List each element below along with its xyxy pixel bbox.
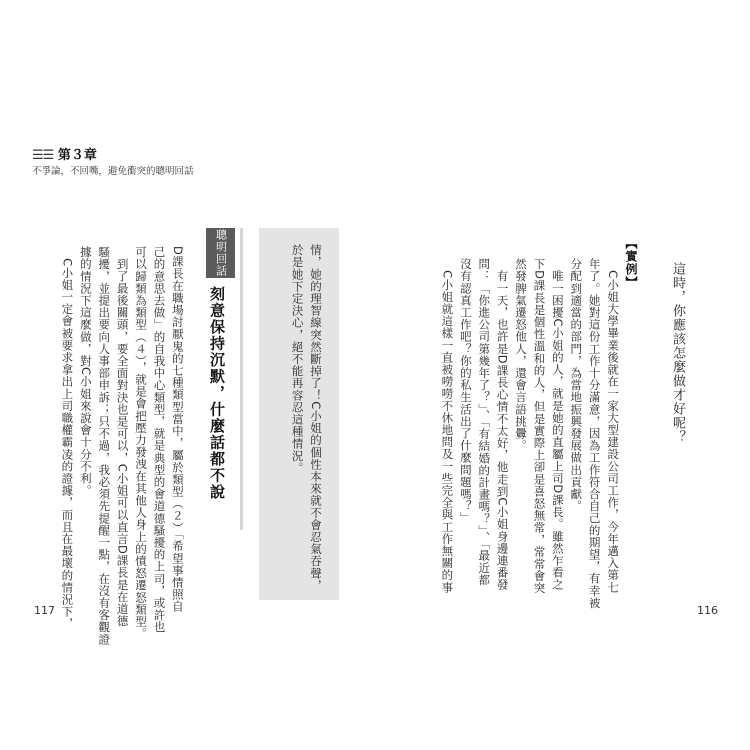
text-line: 於是她下定決心，絕不能再容忍這種情況。: [290, 244, 305, 474]
question-text: 這時，你應該怎麼做才好呢？: [670, 262, 685, 444]
text-line: C小姐就這樣一直被嘮嘮不休地問及一些完全與工作無關的事: [440, 258, 455, 594]
text-line: 據的情況下這麼做，對C小姐來說會十分不利。: [78, 246, 93, 497]
page-number-right: 116: [697, 604, 718, 617]
text-line: 年了。她對這份工作十分滿意，因為工作符合自己的期望，有幸被: [587, 258, 602, 609]
text-line: 下D課長是個性溫和的人，但是實際上卻是喜怒無常，常常會突: [532, 258, 547, 595]
heading-divider: [240, 228, 243, 530]
right-paragraph: [438, 258, 622, 609]
text-line: 問：「你進公司第幾年了？」、「有結婚的計畫嗎？」、「最近都: [477, 258, 492, 586]
text-line: C小姐一定會被要求拿出上司職權霸凌的證據，而且在最壞的情況下，: [60, 246, 75, 630]
text-line: 然發脾氣遷怒他人，還會言語挑釁。: [514, 258, 529, 452]
text-line: 可以歸類為類型（４），就是會把壓力發洩在其他人身上的憤怒遷怒類型。: [134, 246, 149, 640]
text-line: 沒有認真工作吧？你的私生活出了什麼問題嗎？」: [458, 258, 473, 525]
text-line: 騷擾，並提出要向人事部申訴；只不過，我必須先提醒一點，在沒有客觀證: [97, 246, 112, 646]
text-line: 唯一困擾C小姐的人，就是她的直屬上司D課長。雖然乍看之: [550, 258, 565, 591]
text-line: 分配到適當的部門，為當地振興發展做出貢獻。: [569, 258, 584, 513]
chapter-number: 第３章: [57, 148, 97, 163]
text-line: 到了最後關頭，要全面對決也是可以，C小姐可以直言D課長是在道德: [115, 246, 130, 628]
gray-box-text: [288, 244, 325, 591]
chapter-subtitle: 不爭論，不回嘴，避免衝突的聰明回話: [32, 166, 194, 177]
left-paragraph: [58, 246, 187, 646]
section-heading: 刻意保持沉默，什麼話都不說: [208, 286, 226, 501]
page-number-left: 117: [34, 604, 55, 617]
case-label: 【實例】: [624, 237, 638, 289]
text-line: C小姐大學畢業後就在一家大型建設公司工作，今年邁入第七: [606, 258, 621, 594]
text-line: 己的意思去做」的自我中心類型，就是典型的會道德騷擾的上司，或許也: [152, 246, 167, 634]
text-line: 有一天，也許是D課長心情不太好，他走到C小姐身邊連番發: [495, 258, 510, 591]
chapter-bars: ☰☰: [32, 148, 54, 163]
text-line: 情，她的理智線突然斷掉了！C小姐的個性本來就不會忍氣吞聲，: [309, 244, 323, 592]
chapter-title: [32, 144, 97, 163]
text-line: D課長在職場討厭鬼的七種類型當中，屬於類型（２）「希望事情照自: [170, 246, 185, 613]
gray-box: [259, 228, 339, 600]
section-tag: 聰明回話: [206, 228, 235, 278]
